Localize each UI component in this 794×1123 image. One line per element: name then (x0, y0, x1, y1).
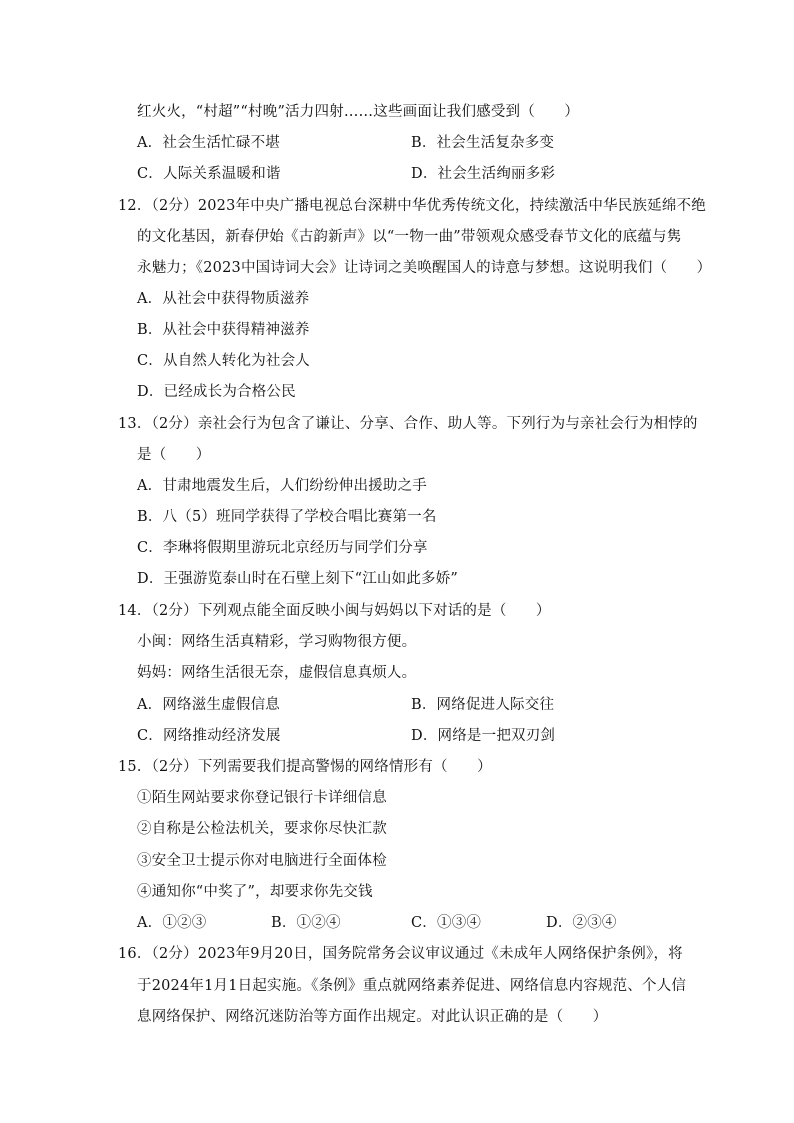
q15-option-a[interactable]: A．①②③ (137, 915, 207, 931)
q11-option-b[interactable]: B．社会生活复杂多变 (411, 135, 555, 151)
q11-option-c[interactable]: C．人际关系温暖和谐 (137, 166, 281, 182)
q12-option-c[interactable]: C．从自然人转化为社会人 (137, 353, 310, 369)
q14-option-b[interactable]: B．网络促进人际交往 (411, 697, 555, 713)
q14-option-c[interactable]: C．网络推动经济发展 (137, 728, 281, 744)
q13-stem-line-1: 13．（2分）亲社会行为包含了谦让、分享、合作、助人等。下列行为与亲社会行为相悖的 (118, 416, 698, 432)
q16-stem-line-1: 16．（2分）2023年9月20日，国务院常务会议审议通过《未成年人网络保护条例》，将 (118, 946, 683, 962)
q14-option-a[interactable]: A．网络滋生虚假信息 (137, 697, 280, 713)
q13-option-c[interactable]: C．李琳将假期里游玩北京经历与同学们分享 (137, 540, 428, 556)
q15-option-b[interactable]: B．①②④ (271, 915, 341, 931)
q15-stem: 15．（2分）下列需要我们提高警惕的网络情形有（ ） (118, 759, 492, 775)
q12-option-d[interactable]: D．已经成长为合格公民 (137, 384, 296, 400)
q15-item-3: ③安全卫士提示你对电脑进行全面体检 (137, 853, 387, 869)
q14-option-d[interactable]: D．网络是一把双刃剑 (411, 728, 556, 744)
q13-option-d[interactable]: D．王强游览泰山时在石壁上刻下“江山如此多娇” (137, 571, 459, 587)
q13-stem-line-2: 是（ ） (137, 447, 211, 463)
q13-option-a[interactable]: A．甘肃地震发生后，人们纷纷伸出援助之手 (137, 478, 427, 494)
q15-item-2: ②自称是公检法机关，要求你尽快汇款 (137, 821, 387, 837)
q12-option-a[interactable]: A．从社会中获得物质滋养 (137, 291, 310, 307)
q12-stem-line-1: 12．（2分）2023年中央广播电视总台深耕中华优秀传统文化，持续激活中华民族延绵不绝 (118, 198, 706, 214)
q16-stem-line-3: 息网络保护、网络沉迷防治等方面作出规定。对此认识正确的是（ ） (137, 1009, 608, 1025)
q15-item-1: ①陌生网站要求你登记银行卡详细信息 (137, 790, 387, 806)
q11-option-d[interactable]: D．社会生活绚丽多彩 (411, 166, 556, 182)
q14-dialog-line-2: 妈妈：网络生活很无奈，虚假信息真烦人。 (137, 665, 417, 681)
q16-stem-line-2: 于2024年1月1日起实施。《条例》重点就网络素养促进、网络信息内容规范、个人信 (137, 978, 687, 994)
q15-option-d[interactable]: D．②③④ (546, 915, 617, 931)
q11-stem-tail: 红火火，“村超”“村晚”活力四射……这些画面让我们感受到（ ） (137, 104, 580, 120)
q15-item-4: ④通知你“中奖了”，却要求你先交钱 (137, 884, 373, 900)
q14-stem: 14．（2分）下列观点能全面反映小闽与妈妈以下对话的是（ ） (118, 603, 551, 619)
q12-option-b[interactable]: B．从社会中获得精神滋养 (137, 322, 310, 338)
q11-option-a[interactable]: A．社会生活忙碌不堪 (137, 135, 280, 151)
q12-stem-line-2: 的文化基因，新春伊始《古韵新声》以“一物一曲”带领观众感受春节文化的底蕴与隽 (137, 229, 682, 245)
q15-option-c[interactable]: C．①③④ (411, 915, 482, 931)
q13-option-b[interactable]: B．八（5）班同学获得了学校合唱比赛第一名 (137, 509, 437, 525)
q12-stem-line-3: 永魅力；《2023中国诗词大会》让诗词之美唤醒国人的诗意与梦想。这说明我们（ ） (137, 260, 712, 276)
q14-dialog-line-1: 小闽：网络生活真精彩，学习购物很方便。 (137, 634, 417, 650)
